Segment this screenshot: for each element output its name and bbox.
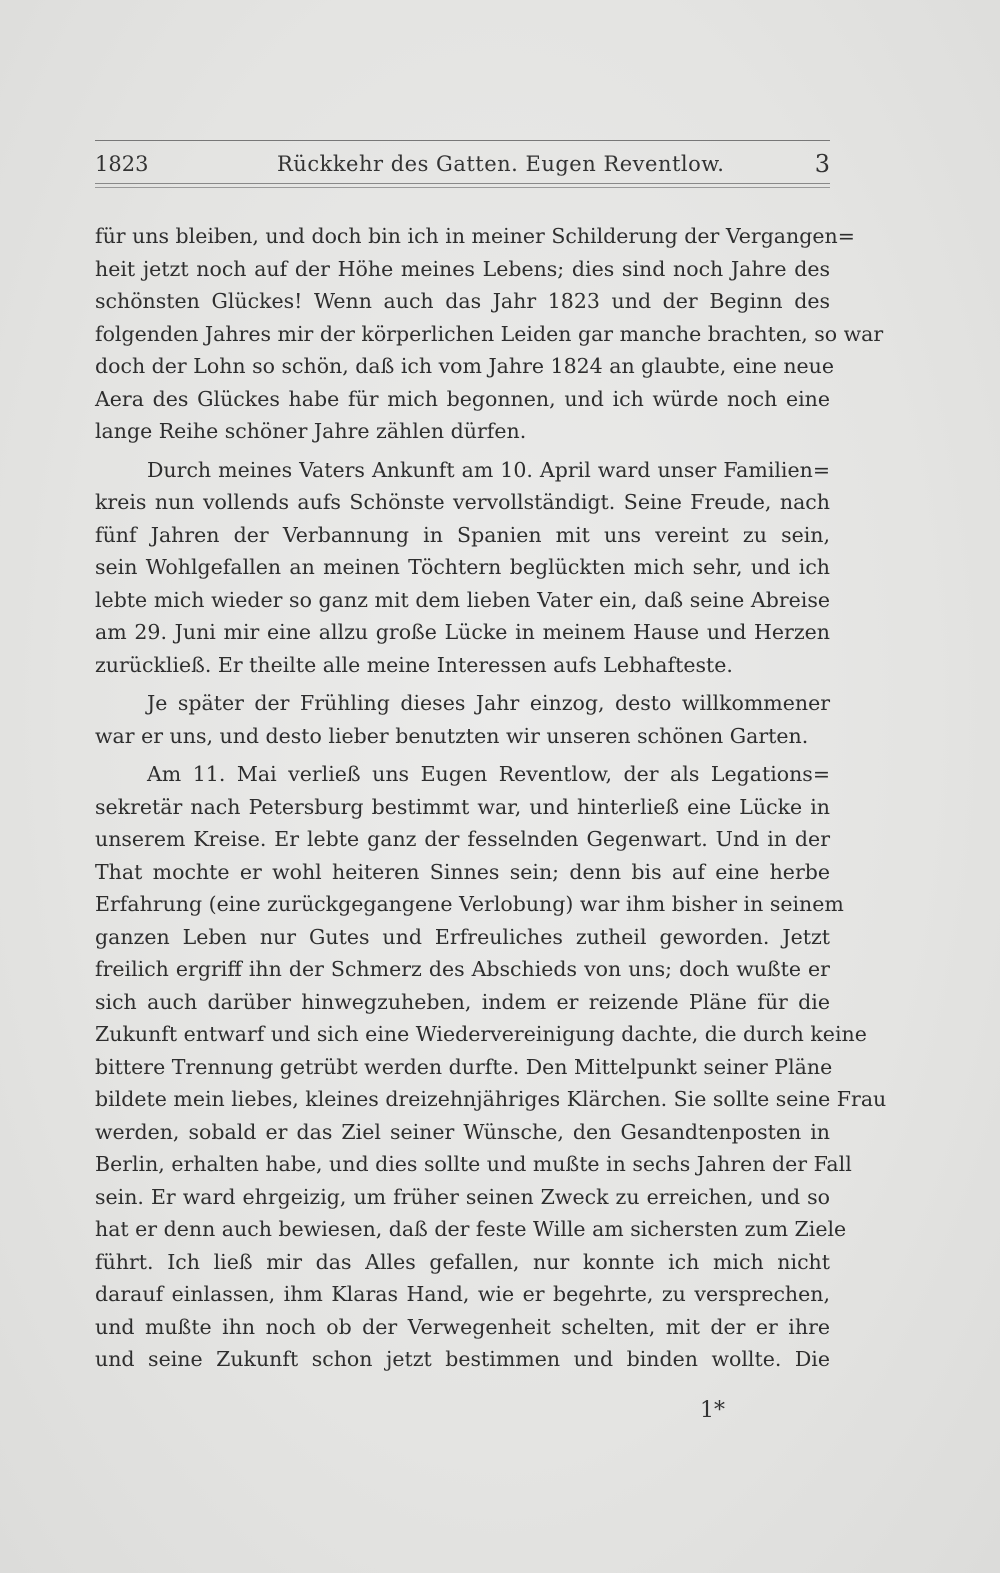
- text-line: Zukunft entwarf und sich eine Wiedervereinigung dachte, die durch keine: [95, 1022, 867, 1046]
- text-line: heit jetzt noch auf der Höhe meines Lebens; dies sind noch Jahre des: [95, 256, 830, 281]
- text-line: kreis nun vollends aufs Schönste vervollständigt. Seine Freude, nach: [95, 490, 830, 514]
- text-line: fünf Jahren der Verbannung in Spanien mit uns vereint zu sein,: [95, 522, 830, 547]
- running-header: [95, 148, 830, 180]
- text-line: führt. Ich ließ mir das Alles gefallen, nur konnte ich mich nicht: [95, 1249, 830, 1274]
- text-line: Je später der Frühling dieses Jahr einzog, desto willkommener: [147, 691, 830, 715]
- text-line: darauf einlassen, ihm Klaras Hand, wie er begehrte, zu versprechen,: [95, 1282, 830, 1306]
- text-line: und seine Zukunft schon jetzt bestimmen und binden wollte. Die: [95, 1347, 830, 1371]
- header-year: 1823: [95, 152, 149, 176]
- header-rule-top: [95, 140, 830, 141]
- body-text: [95, 220, 887, 1376]
- paragraph: [95, 758, 887, 1376]
- text-line: Durch meines Vaters Ankunft am 10. April ward unser Familien=: [147, 457, 830, 482]
- text-line: That mochte er wohl heiteren Sinnes sein; denn bis auf eine herbe: [95, 859, 830, 884]
- text-line: bildete mein liebes, kleines dreizehnjähriges Klärchen. Sie sollte seine Frau: [95, 1087, 887, 1111]
- text-line: und mußte ihn noch ob der Verwegenheit schelten, mit der er ihre: [95, 1314, 830, 1339]
- text-line: Am 11. Mai verließ uns Eugen Reventlow, der als Legations=: [147, 762, 830, 786]
- text-line: schönsten Glückes! Wenn auch das Jahr 1823 und der Beginn des: [95, 289, 830, 313]
- text-line: lebte mich wieder so ganz mit dem lieben Vater ein, daß seine Abreise: [95, 587, 830, 612]
- text-line: freilich ergriff ihn der Schmerz des Abschieds von uns; doch wußte er: [95, 957, 830, 981]
- text-line: werden, sobald er das Ziel seiner Wünsche, den Gesandtenposten in: [95, 1119, 830, 1144]
- text-line: am 29. Juni mir eine allzu große Lücke in meinem Hause und Herzen: [95, 620, 830, 644]
- text-line: lange Reihe schöner Jahre zählen dürfen.: [95, 419, 527, 443]
- text-line: für uns bleiben, und doch bin ich in meiner Schilderung der Vergangen=: [95, 224, 855, 248]
- header-title: Rückkehr des Gatten. Eugen Reventlow.: [277, 152, 725, 176]
- text-line: sein. Er ward ehrgeizig, um früher seinen Zweck zu erreichen, und so: [95, 1184, 830, 1209]
- text-line: folgenden Jahres mir der körperlichen Leiden gar manche brachten, so war: [95, 321, 884, 346]
- text-line: Erfahrung (eine zurückgegangene Verlobung) war ihm bisher in seinem: [95, 892, 844, 916]
- text-line: bittere Trennung getrübt werden durfte. Den Mittelpunkt seiner Pläne: [95, 1054, 833, 1079]
- signature-mark: 1*: [700, 1398, 725, 1423]
- text-line: Aera des Glückes habe für mich begonnen, und ich würde noch eine: [95, 386, 830, 411]
- text-line: Berlin, erhalten habe, und dies sollte und mußte in sechs Jahren der Fall: [95, 1152, 852, 1176]
- text-line: sekretär nach Petersburg bestimmt war, und hinterließ eine Lücke in: [95, 794, 830, 819]
- page-number: 3: [814, 150, 830, 178]
- text-line: sein Wohlgefallen an meinen Töchtern beglückten mich sehr, und ich: [95, 555, 830, 579]
- text-line: unserem Kreise. Er lebte ganz der fesselnden Gegenwart. Und in der: [95, 827, 830, 851]
- header-rule-bottom: [95, 183, 830, 184]
- text-line: ganzen Leben nur Gutes und Erfreuliches zutheil geworden. Jetzt: [95, 924, 830, 949]
- text-line: zurückließ. Er theilte alle meine Interessen aufs Lebhafteste.: [95, 652, 733, 677]
- text-line: war er uns, und desto lieber benutzten wir unseren schönen Garten.: [95, 723, 809, 748]
- paragraph: [95, 454, 830, 682]
- paragraph: [95, 687, 830, 752]
- header-rule-bottom-double: [95, 187, 830, 188]
- text-line: sich auch darüber hinwegzuheben, indem er reizende Pläne für die: [95, 989, 830, 1014]
- paragraph: [95, 220, 884, 448]
- text-line: hat er denn auch bewiesen, daß der feste Wille am sichersten zum Ziele: [95, 1217, 847, 1241]
- text-line: doch der Lohn so schön, daß ich vom Jahre 1824 an glaubte, eine neue: [95, 354, 835, 378]
